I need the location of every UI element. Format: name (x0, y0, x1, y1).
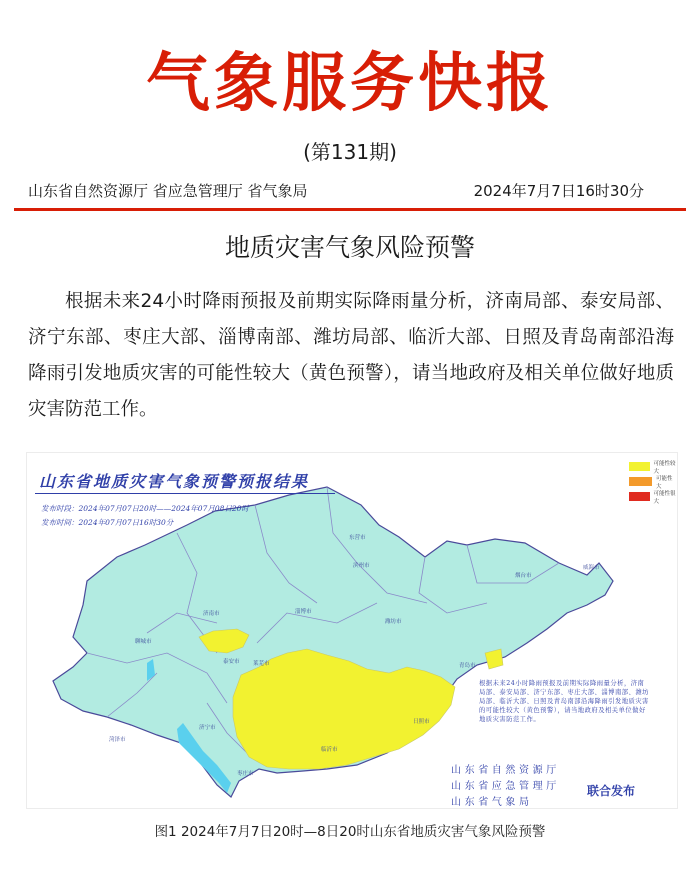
city-label: 济宁市 (199, 725, 216, 731)
legend-swatch-red (629, 492, 650, 501)
city-label: 济南市 (203, 611, 220, 617)
map-agency-emergency: 山东省应急管理厅 (451, 781, 560, 792)
city-label: 青岛市 (459, 663, 476, 669)
warning-map (26, 452, 678, 809)
red-divider (14, 208, 686, 211)
legend-item (629, 474, 677, 489)
legend-swatch-yellow (629, 462, 650, 471)
issue-number: (第131期) (303, 140, 397, 164)
map-agency-natural-resources: 山东省自然资源厅 (451, 765, 560, 776)
city-label: 临沂市 (321, 747, 338, 753)
map-joint-release: 联合发布 (587, 784, 636, 798)
city-label: 威海市 (583, 565, 600, 571)
city-label: 枣庄市 (237, 771, 254, 777)
map-release-time: 发布时间：2024年07月07日16时30分 (41, 518, 174, 527)
city-label: 潍坊市 (385, 619, 402, 625)
legend-label: 可能性较大 (653, 460, 676, 475)
issuing-agencies: 山东省自然资源厅 省应急管理厅 省气象局 (28, 182, 308, 200)
article-body: 根据未来24小时降雨预报及前期实际降雨量分析，济南局部、泰安局部、济宁东部、枣庄大部、淄博南部、潍坊局部、临沂大部、日照及青岛南部沿海降雨引发地质灾害的可能性较大（黄色预警），请当地政府及相关单位做好地质灾害防范工作。 (28, 291, 674, 420)
city-label: 烟台市 (515, 573, 532, 579)
city-label: 滨州市 (353, 563, 370, 569)
city-label: 菏泽市 (109, 737, 126, 743)
legend-item (629, 489, 677, 504)
issue-datetime: 2024年7月7日16时30分 (473, 182, 644, 200)
city-label: 泰安市 (223, 659, 240, 665)
city-label: 聊城市 (135, 639, 152, 645)
map-release-period: 发布时段：2024年07月07日20时——2024年07月08日20时 (41, 504, 249, 513)
map-title-underline (35, 493, 335, 494)
legend-item (629, 459, 677, 474)
legend-label: 可能性很大 (653, 490, 676, 505)
map-title: 山东省地质灾害气象预警预报结果 (39, 472, 310, 491)
map-legend (629, 459, 677, 504)
figure-caption: 图1 2024年7月7日20时—8日20时山东省地质灾害气象风险预警 (154, 824, 546, 840)
city-label: 莱芜市 (253, 661, 270, 667)
article-headline: 地质灾害气象风险预警 (224, 233, 475, 262)
map-agency-meteorology: 山东省气象局 (451, 797, 533, 808)
city-label: 淄博市 (295, 609, 312, 615)
masthead-title: 气象服务快报 (146, 47, 554, 121)
city-label: 东营市 (349, 535, 366, 541)
legend-label: 可能性大 (655, 475, 673, 490)
city-label: 日照市 (413, 719, 430, 725)
legend-swatch-orange (629, 477, 652, 486)
map-warning-note: 根据未来24小时降雨预报及前期实际降雨量分析，济南局部、泰安局部、济宁东部、枣庄大部、淄博南部、潍坊局部、临沂大部、日照及青岛南部沿海降雨引发地质灾害的可能性较大（黄色预警），请当地政府及相关单位做好地质灾害防范工作。 (479, 680, 649, 723)
